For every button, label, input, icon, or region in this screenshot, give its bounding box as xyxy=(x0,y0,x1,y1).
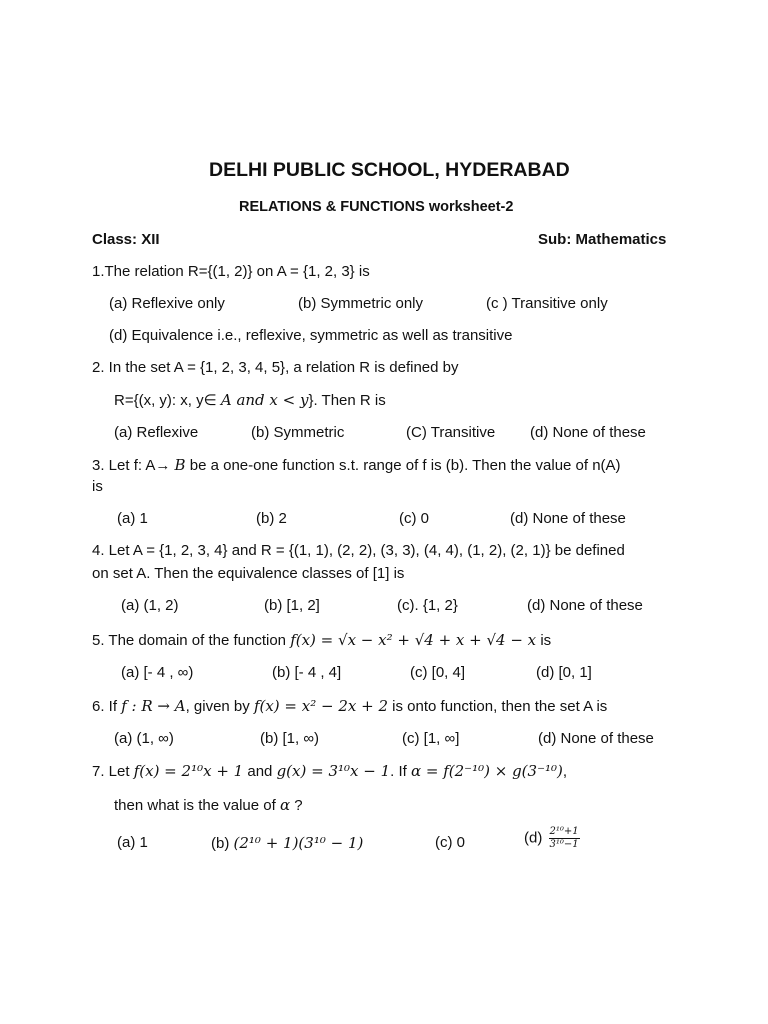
q1-option-a: (a) Reflexive only xyxy=(109,295,225,312)
question-2-relation xyxy=(114,390,386,411)
q2-option-d: (d) None of these xyxy=(530,424,646,441)
q3-option-a: (a) 1 xyxy=(117,510,148,527)
q3-option-c: (c) 0 xyxy=(399,510,429,527)
q6-option-c: (c) [1, ∞] xyxy=(402,730,460,747)
class-label: Class: XII xyxy=(92,231,160,248)
q2-condition-math: A and x < y xyxy=(220,391,309,409)
q7-g-math: g(x) = 3¹⁰x − 1 xyxy=(276,762,391,780)
question-2-stem: 2. In the set A = {1, 2, 3, 4, 5}, a relation R is defined by xyxy=(92,359,459,376)
q7-alpha-symbol: α xyxy=(279,796,291,814)
q7-alpha-math: α = f(2⁻¹⁰) × g(3⁻¹⁰) xyxy=(410,762,563,780)
q4-option-c: (c). {1, 2} xyxy=(397,597,458,614)
q1-option-c: (c ) Transitive only xyxy=(486,295,608,312)
q7-stem-if: . If xyxy=(390,763,411,780)
q5-stem-start: 5. The domain of the function xyxy=(92,632,291,649)
question-6-stem xyxy=(92,696,607,717)
q6-mapping-math: f : R → A xyxy=(121,697,186,715)
q3-option-b: (b) 2 xyxy=(256,510,287,527)
q7-stem-comma: , xyxy=(562,763,568,780)
q2-relation-tail: }. Then R is xyxy=(308,392,386,409)
q7-option-c: (c) 0 xyxy=(435,834,465,851)
question-7-stem xyxy=(92,761,567,782)
q6-stem-mid: , given by xyxy=(185,698,254,715)
q5-option-d: (d) [0, 1] xyxy=(536,664,592,681)
q1-option-d: (d) Equivalence i.e., reflexive, symmetric as well as transitive xyxy=(109,327,513,344)
q7-option-b-math: (2¹⁰ + 1)(3¹⁰ − 1) xyxy=(233,834,364,852)
q6-function-math: f(x) = x² − 2x + 2 xyxy=(253,697,388,715)
question-3-stem xyxy=(92,455,621,476)
q7-stem-start: 7. Let xyxy=(92,763,134,780)
q7-f-math: f(x) = 2¹⁰x + 1 xyxy=(133,762,244,780)
q4-option-b: (b) [1, 2] xyxy=(264,597,320,614)
q3-set-b-math: B xyxy=(174,456,186,474)
q4-option-d: (d) None of these xyxy=(527,597,643,614)
q5-option-c: (c) [0, 4] xyxy=(410,664,466,681)
question-1-stem: 1.The relation R={(1, 2)} on A = {1, 2, 3} is xyxy=(92,263,370,280)
q7-option-d-fraction xyxy=(549,826,580,851)
q6-option-d: (d) None of these xyxy=(538,730,654,747)
subject-label: Sub: Mathematics xyxy=(538,231,667,248)
question-4-stem: 4. Let A = {1, 2, 3, 4} and R = {(1, 1), (2, 2), (3, 3), (4, 4), (1, 2), (2, 1)} be defined xyxy=(92,542,625,559)
question-4-stem-cont: on set A. Then the equivalence classes of [1] is xyxy=(92,565,405,582)
q2-relation-text: R={(x, y): x, y∈ xyxy=(114,392,221,409)
q3-stem-rest: be a one-one function s.t. range of f is (b). Then the value of n(A) xyxy=(185,457,621,474)
q7-option-b xyxy=(211,833,363,854)
q7-stem-qmark: ? xyxy=(290,797,303,814)
school-title: DELHI PUBLIC SCHOOL, HYDERABAD xyxy=(209,159,570,181)
q7-option-a: (a) 1 xyxy=(117,834,148,851)
q5-option-b: (b) [- 4 , 4] xyxy=(272,664,342,681)
q3-stem-start: 3. Let f: A→ xyxy=(92,457,175,474)
q7-option-b-label: (b) xyxy=(211,835,234,852)
q7-fraction-denominator: 3¹⁰−1 xyxy=(549,839,579,850)
q7-stem-then: then what is the value of xyxy=(114,797,280,814)
q2-option-b: (b) Symmetric xyxy=(251,424,345,441)
q7-fraction-numerator: 2¹⁰+1 xyxy=(549,826,579,837)
q3-option-d: (d) None of these xyxy=(510,510,626,527)
q5-stem-end: is xyxy=(536,632,552,649)
q5-function-math: f(x) = √x − x² + √4 + x + √4 − x xyxy=(290,631,537,649)
q7-option-d xyxy=(524,826,580,851)
q5-option-a: (a) [- 4 , ∞) xyxy=(121,664,194,681)
q2-option-c: (C) Transitive xyxy=(406,424,496,441)
q6-option-a: (a) (1, ∞) xyxy=(114,730,174,747)
q6-stem-start: 6. If xyxy=(92,698,122,715)
q6-stem-end: is onto function, then the set A is xyxy=(388,698,608,715)
question-5-stem xyxy=(92,630,551,651)
worksheet-title: RELATIONS & FUNCTIONS worksheet-2 xyxy=(239,199,514,215)
q4-option-a: (a) (1, 2) xyxy=(121,597,179,614)
q6-option-b: (b) [1, ∞) xyxy=(260,730,320,747)
q7-stem-and: and xyxy=(243,763,277,780)
q7-option-d-label: (d) xyxy=(524,829,547,847)
question-3-stem-cont: is xyxy=(92,478,103,495)
q2-option-a: (a) Reflexive xyxy=(114,424,199,441)
q1-option-b: (b) Symmetric only xyxy=(298,295,424,312)
question-7-stem-cont xyxy=(114,795,303,816)
